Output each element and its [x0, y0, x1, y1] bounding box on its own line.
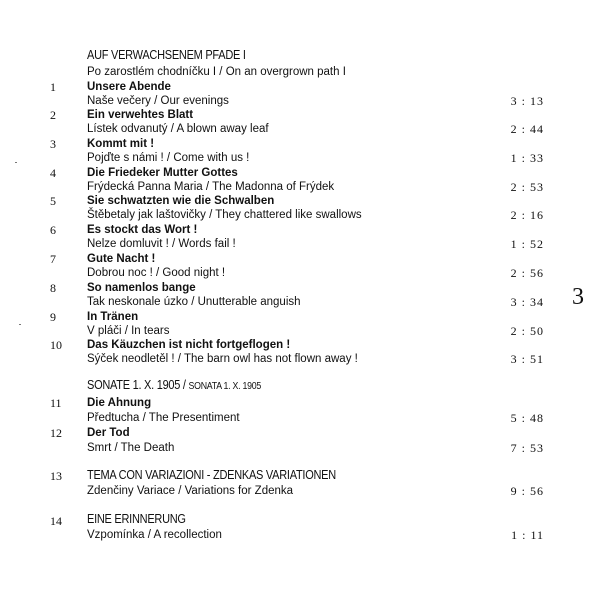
- track-number: 5: [50, 194, 56, 208]
- section-title-sonate-german: SONATE 1. X. 1905 /: [87, 378, 186, 392]
- track-number: 9: [50, 310, 56, 324]
- track-subtitle: Frýdecká Panna Maria / The Madonna of Frýdek: [87, 181, 335, 193]
- track-subtitle: Štěbetaly jak laštovičky / They chattered like swallows: [87, 209, 362, 221]
- track-number: 8: [50, 281, 56, 295]
- track-duration: 2 : 16: [510, 208, 544, 222]
- track-subtitle: Předtucha / The Presentiment: [87, 412, 240, 424]
- track-subtitle: Zdenčiny Variace / Variations for Zdenka: [87, 485, 294, 497]
- track-number: 4: [50, 166, 56, 180]
- track-title: Unsere Abende: [87, 81, 171, 93]
- track-subtitle: Dobrou noc ! / Good night !: [87, 267, 226, 279]
- track-subtitle: Pojďte s námi ! / Come with us !: [87, 152, 250, 164]
- track-subtitle: Sýček neodletěl ! / The barn owl has not flown away !: [87, 353, 358, 365]
- scan-speck: [15, 162, 17, 163]
- page-number: 3: [572, 284, 584, 310]
- track-number: 13: [50, 469, 62, 483]
- track-subtitle: Naše večery / Our evenings: [87, 95, 229, 107]
- track-title: Die Ahnung: [87, 397, 152, 409]
- track-number: 2: [50, 108, 56, 122]
- track-duration: 3 : 13: [510, 94, 544, 108]
- section-title-auf-verwachsenem-pfade: AUF VERWACHSENEM PFADE I: [87, 48, 246, 62]
- section-subtitle: Po zarostlém chodníčku I / On an overgrown path I: [87, 66, 346, 78]
- track-title: Das Käuzchen ist nicht fortgeflogen !: [87, 339, 291, 351]
- section-title-eine-erinnerung: EINE ERINNERUNG: [87, 512, 186, 526]
- section-title-tema-con-variazioni: TEMA CON VARIAZIONI - ZDENKAS VARIATIONEN: [87, 468, 336, 482]
- track-subtitle: Vzpomínka / A recollection: [87, 529, 222, 541]
- track-title: In Tränen: [87, 311, 139, 323]
- track-number: 7: [50, 252, 56, 266]
- track-title: Sie schwatzten wie die Schwalben: [87, 195, 275, 207]
- track-title: So namenlos bange: [87, 282, 196, 294]
- track-title: Der Tod: [87, 427, 130, 439]
- track-duration: 7 : 53: [510, 441, 544, 455]
- track-duration: 2 : 53: [510, 180, 544, 194]
- track-subtitle: V pláči / In tears: [87, 325, 170, 337]
- track-duration: 3 : 34: [510, 295, 544, 309]
- track-title: Kommt mit !: [87, 138, 155, 150]
- track-subtitle: Nelze domluvit ! / Words fail !: [87, 238, 236, 250]
- track-duration: 1 : 11: [511, 528, 544, 542]
- track-number: 14: [50, 514, 62, 528]
- track-duration: 2 : 56: [510, 266, 544, 280]
- track-duration: 2 : 44: [510, 122, 544, 136]
- track-duration: 1 : 52: [510, 237, 544, 251]
- track-number: 3: [50, 137, 56, 151]
- track-number: 1: [50, 80, 56, 94]
- track-subtitle: Tak neskonale úzko / Unutterable anguish: [87, 296, 301, 308]
- track-title: Gute Nacht !: [87, 253, 156, 265]
- section-title-sonate-czech: SONATA 1. X. 1905: [188, 381, 262, 392]
- track-title: Ein verwehtes Blatt: [87, 109, 194, 121]
- track-duration: 9 : 56: [510, 484, 544, 498]
- track-duration: 1 : 33: [510, 151, 544, 165]
- track-duration: 5 : 48: [510, 411, 544, 425]
- track-number: 6: [50, 223, 56, 237]
- scan-speck: [19, 324, 21, 325]
- track-duration: 2 : 50: [510, 324, 544, 338]
- track-number: 11: [50, 396, 62, 410]
- section-title-sonate: [87, 378, 261, 394]
- track-number: 10: [50, 338, 62, 352]
- track-title: Die Friedeker Mutter Gottes: [87, 167, 238, 179]
- track-duration: 3 : 51: [510, 352, 544, 366]
- track-subtitle: Smrt / The Death: [87, 442, 175, 454]
- track-subtitle: Lístek odvanutý / A blown away leaf: [87, 123, 269, 135]
- track-title: Es stockt das Wort !: [87, 224, 198, 236]
- track-number: 12: [50, 426, 62, 440]
